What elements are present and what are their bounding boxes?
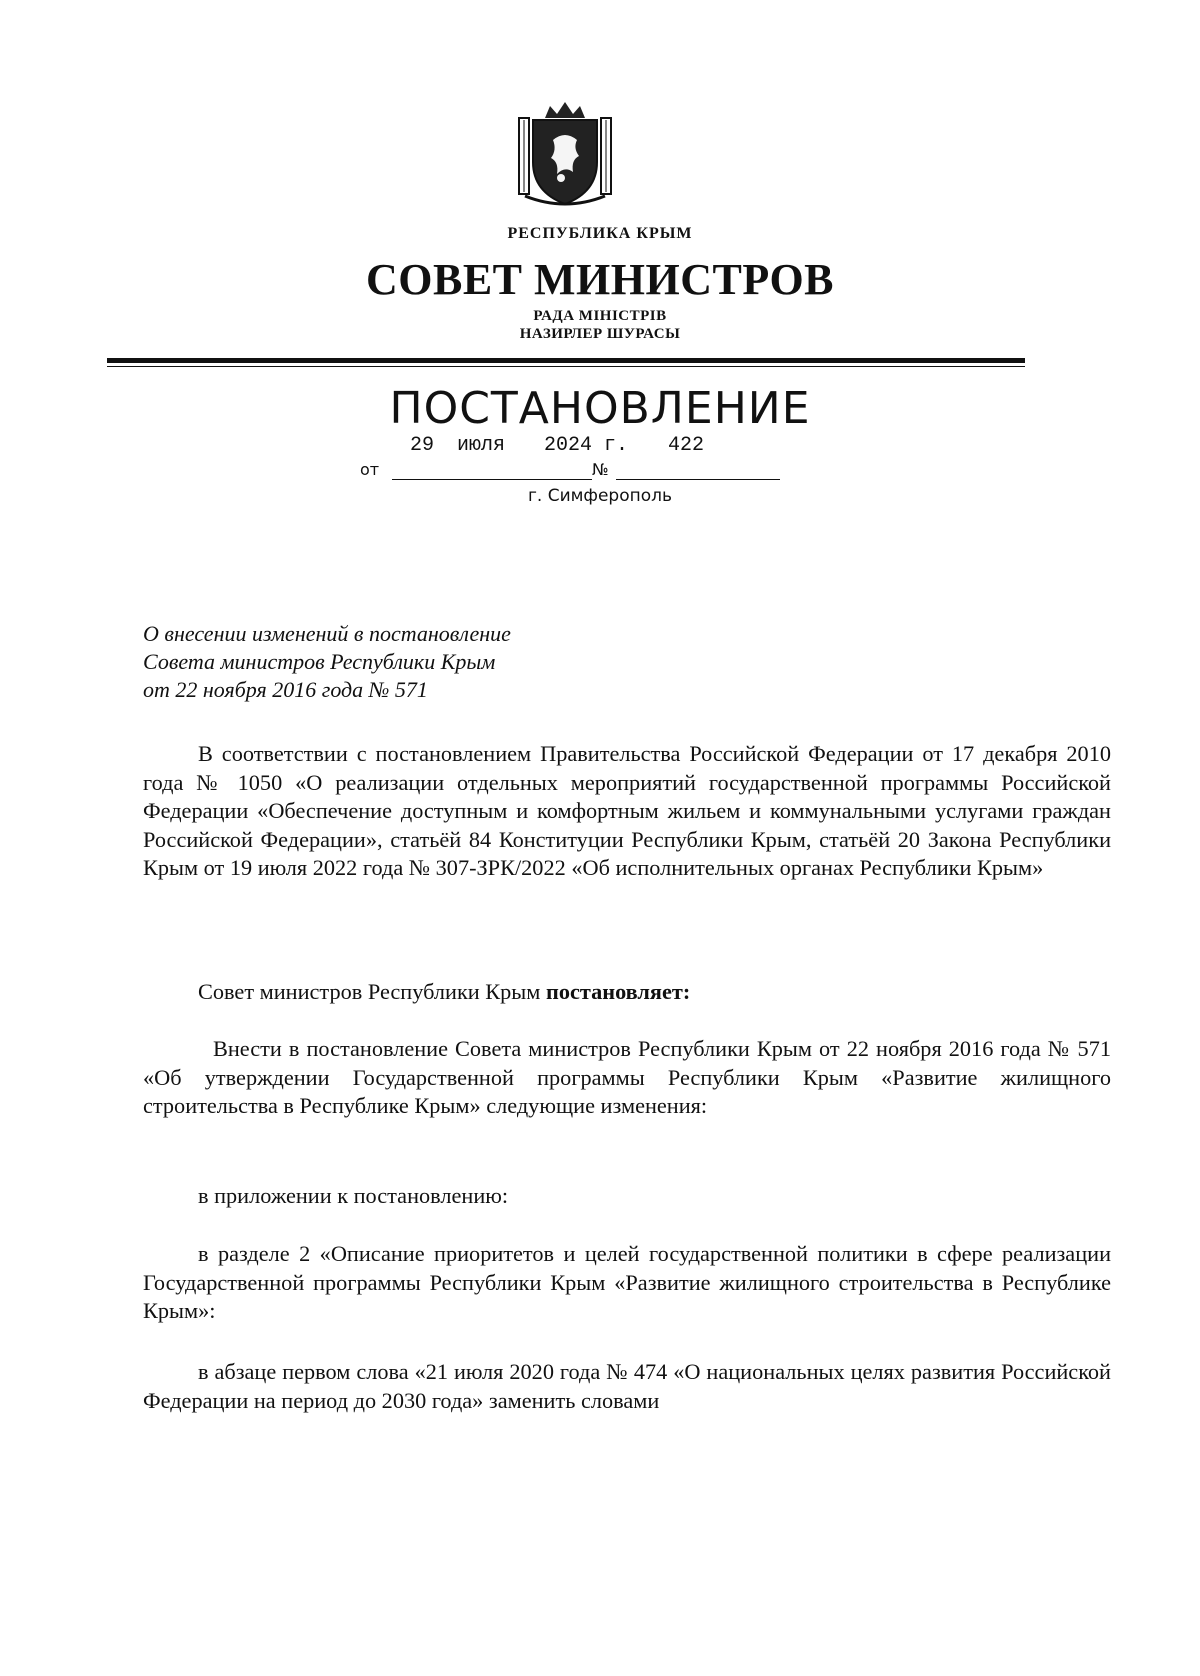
date-year: 2024 г. xyxy=(544,434,629,457)
header-divider-thick xyxy=(107,358,1025,363)
date-number-line xyxy=(360,460,790,484)
appendix-paragraph: в приложении к постановлению: xyxy=(198,1183,509,1208)
amendment-paragraph: Внести в постановление Совета министров Республики Крым от 22 ноября 2016 года № 571 «Об утверждении Государственной программы Республики Крым «Развитие жилищного строительства в Республике Крым» следующие изменения: xyxy=(143,1036,1111,1118)
subject-line: О внесении изменений в постановление xyxy=(143,621,511,646)
date-day: 29 xyxy=(410,434,435,457)
resolution-colon: : xyxy=(682,979,691,1004)
date-underline xyxy=(392,479,592,480)
section-paragraph: в разделе 2 «Описание приоритетов и целей государственной политики в сфере реализации Государственной программы Республики Крым «Развитие жилищного строительства в Республике Крым»: xyxy=(143,1241,1111,1323)
subject-line: от 22 ноября 2016 года № 571 xyxy=(143,677,428,702)
document-number: 422 xyxy=(668,434,705,457)
preamble-paragraph: В соответствии с постановлением Правительства Российской Федерации от 17 декабря 2010 года № 1050 «О реализации отдельных мероприятий государственной программы Российской Федерации «Обеспечение доступным и комфортным жильем и коммунальными услугами граждан Российской Федерации», статьёй 84 Конституции Республики Крым, статьёй 20 Закона Республики Крым от 19 июля 2022 года № 307-ЗРК/2022 «Об исполнительных органах Республики Крым» xyxy=(143,741,1111,880)
resolution-verb: постановляет xyxy=(545,979,683,1004)
republic-name: РЕСПУБЛИКА КРЫМ xyxy=(507,225,693,242)
date-month: июля xyxy=(457,434,506,457)
council-title-crimean-tatar: НАЗИРЛЕР ШУРАСЫ xyxy=(519,326,681,342)
from-label: от xyxy=(360,460,380,479)
resolution-text: Совет министров Республики Крым xyxy=(198,979,546,1004)
header-divider-thin xyxy=(107,366,1025,367)
document-subject xyxy=(143,620,511,704)
number-underline xyxy=(616,479,780,480)
council-title-ukrainian: РАДА МІНІСТРІВ xyxy=(533,308,667,324)
number-label: № xyxy=(592,460,609,479)
resolution-paragraph xyxy=(143,978,1111,1007)
subject-line: Совета министров Республики Крым xyxy=(143,649,496,674)
council-title: СОВЕТ МИНИСТРОВ xyxy=(365,255,835,304)
change-paragraph: в абзаце первом слова «21 июля 2020 года № 474 «О национальных целях развития Российской Федерации на период до 2030 года» заменить словами xyxy=(143,1359,1111,1413)
document-type: ПОСТАНОВЛЕНИЕ xyxy=(389,383,811,434)
date-stamp xyxy=(0,434,1200,458)
crimea-coat-of-arms-icon xyxy=(515,100,615,210)
city: г. Симферополь xyxy=(527,486,673,506)
